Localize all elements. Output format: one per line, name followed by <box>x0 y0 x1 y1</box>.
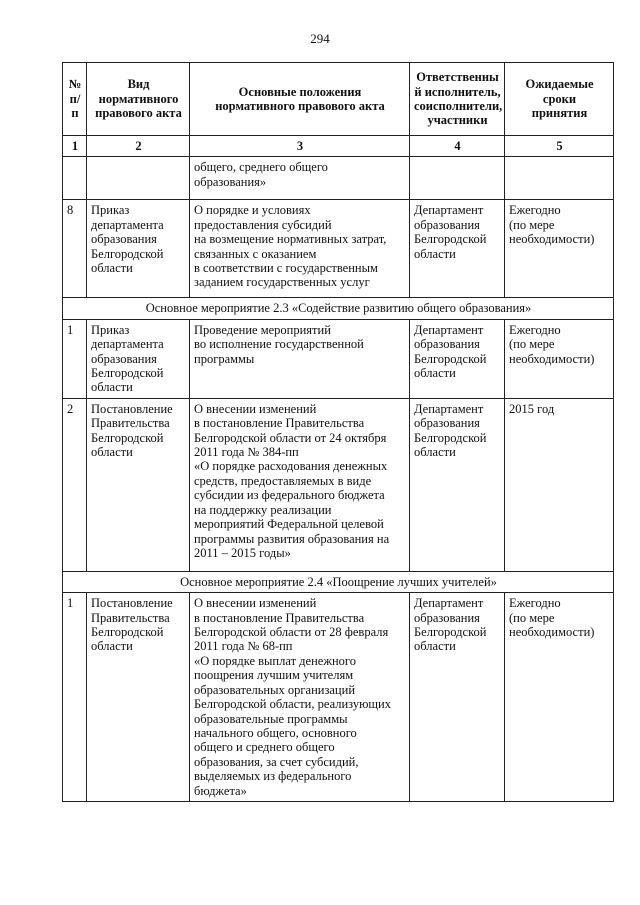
section-title: Основное мероприятие 2.4 «Поощрение лучших учителей» <box>63 571 614 592</box>
cell-act-type: Приказ департамента образования Белгородской области <box>87 319 190 398</box>
table-row <box>63 593 614 802</box>
table-row-continued <box>63 157 614 200</box>
column-number: 1 <box>63 136 87 157</box>
cell-num: 1 <box>63 593 87 802</box>
cell-term <box>505 157 614 200</box>
cell-act-type: Приказ департамента образования Белгородской области <box>87 200 190 298</box>
column-number: 4 <box>410 136 505 157</box>
cell-act-type <box>87 157 190 200</box>
cell-act-content: О внесении изменений в постановление Правительства Белгородской области от 24 октября 2011 года № 384-пп «О порядке расходования денежных средств, предоставляемых в виде субсидии из федерального бюджета на поддержку реализации мероприятий Федеральной целевой программы развития образования на 2011 – 2015 годы» <box>190 398 410 571</box>
cell-term: Ежегодно (по мере необходимости) <box>505 200 614 298</box>
cell-num <box>63 157 87 200</box>
cell-executor: Департамент образования Белгородской области <box>410 319 505 398</box>
column-number: 3 <box>190 136 410 157</box>
cell-term: 2015 год <box>505 398 614 571</box>
cell-executor <box>410 157 505 200</box>
column-number: 5 <box>505 136 614 157</box>
cell-act-content: О порядке и условиях предоставления субсидий на возмещение нормативных затрат, связанных с оказанием в соответствии с государственным заданием государственных услуг <box>190 200 410 298</box>
cell-act-content: Проведение мероприятий во исполнение государственной программы <box>190 319 410 398</box>
section-heading-row <box>63 571 614 592</box>
header-act-content: Основные положения нормативного правового акта <box>190 63 410 136</box>
header-term: Ожидаемые сроки принятия <box>505 63 614 136</box>
cell-act-content: общего, среднего общего образования» <box>190 157 410 200</box>
section-title: Основное мероприятие 2.3 «Содействие развитию общего образования» <box>63 298 614 319</box>
cell-executor: Департамент образования Белгородской области <box>410 398 505 571</box>
table-row <box>63 398 614 571</box>
cell-term: Ежегодно (по мере необходимости) <box>505 593 614 802</box>
table-row <box>63 319 614 398</box>
cell-term: Ежегодно (по мере необходимости) <box>505 319 614 398</box>
header-act-type: Вид нормативного правового акта <box>87 63 190 136</box>
cell-act-content: О внесении изменений в постановление Правительства Белгородской области от 28 февраля 2011 года № 68-пп «О порядке выплат денежного поощрения лучшим учителям образовательных организаций Белгородской области, реализующих образовательные программы начального общего, основного общего и среднего общего образования, за счет субсидий, выделяемых из федерального бюджета» <box>190 593 410 802</box>
cell-act-type: Постановление Правительства Белгородской области <box>87 593 190 802</box>
page-number: 294 <box>310 31 330 46</box>
cell-act-type: Постановление Правительства Белгородской области <box>87 398 190 571</box>
table-row <box>63 200 614 298</box>
cell-num: 2 <box>63 398 87 571</box>
header-executor: Ответственны й исполнитель, соисполнители, участники <box>410 63 505 136</box>
table-header-row <box>63 63 614 136</box>
column-numbers-row <box>63 136 614 157</box>
cell-executor: Департамент образования Белгородской области <box>410 200 505 298</box>
cell-executor: Департамент образования Белгородской области <box>410 593 505 802</box>
header-num: № п/п <box>63 63 87 136</box>
cell-num: 1 <box>63 319 87 398</box>
column-number: 2 <box>87 136 190 157</box>
regulatory-acts-table <box>62 62 614 802</box>
section-heading-row <box>63 298 614 319</box>
cell-num: 8 <box>63 200 87 298</box>
